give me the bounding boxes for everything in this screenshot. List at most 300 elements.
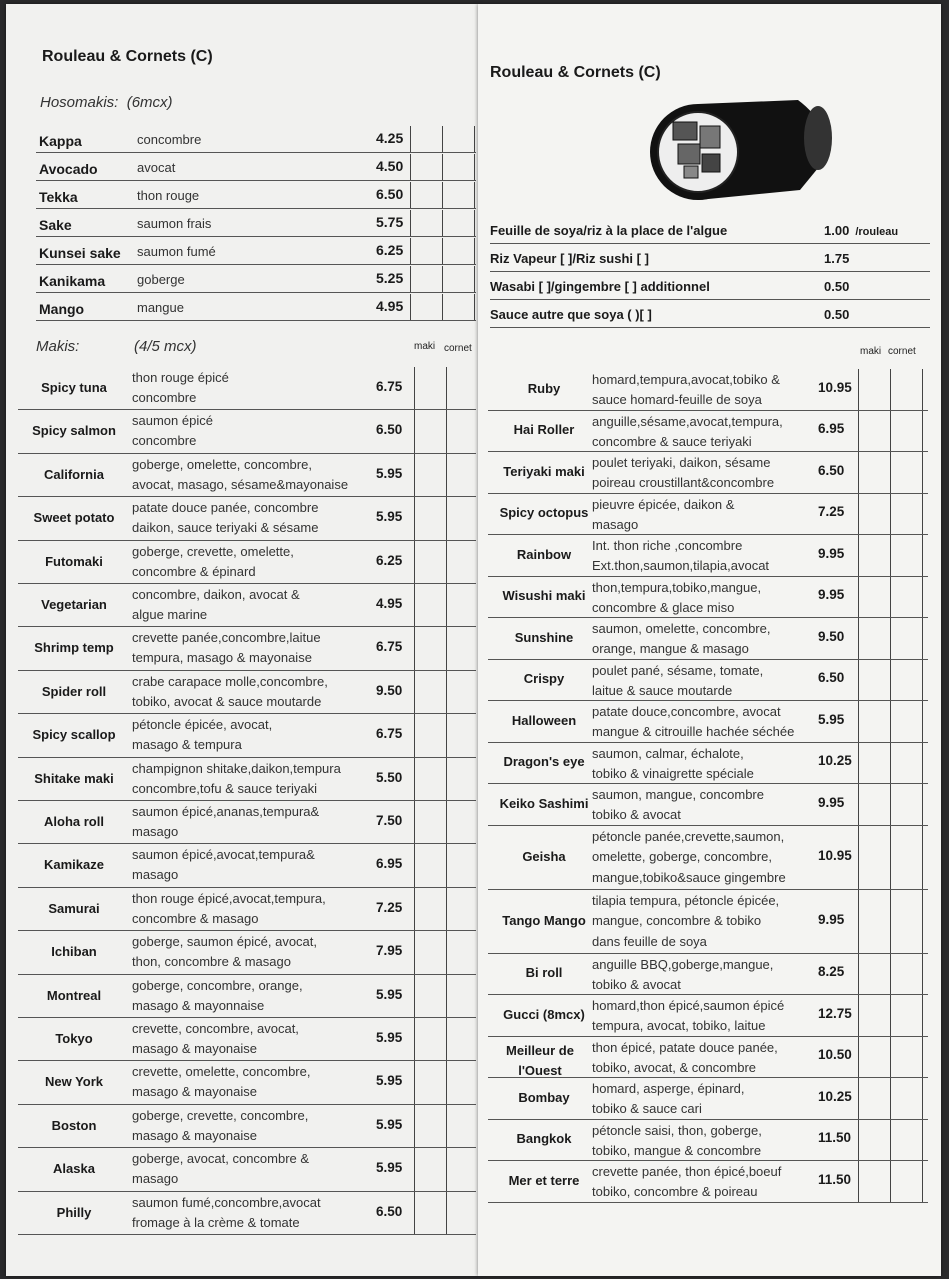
item-description-line1: homard, asperge, épinard, — [592, 1081, 745, 1096]
maki-checkbox[interactable] — [414, 454, 446, 496]
item-description-line2: tobiko & vinaigrette spéciale — [592, 765, 754, 781]
extra-option-label: Sauce autre que soya ( )[ ] — [490, 307, 652, 322]
item-name: Hai Roller — [513, 422, 575, 438]
maki-checkbox[interactable] — [414, 584, 446, 626]
item-price: 5.95 — [376, 465, 403, 481]
maki-checkbox[interactable] — [858, 535, 890, 576]
maki-checkbox[interactable] — [414, 801, 446, 843]
maki-checkbox[interactable] — [858, 743, 890, 784]
item-name: Vegetarian — [41, 597, 107, 612]
maki-checkbox[interactable] — [410, 210, 442, 236]
order-boxes — [414, 1018, 479, 1060]
item-description-line2: concombre — [132, 390, 197, 405]
maki-checkbox[interactable] — [410, 294, 442, 320]
item-description-line2: thon, concombre & masago — [132, 954, 291, 970]
order-boxes — [414, 1192, 479, 1234]
order-boxes — [858, 954, 923, 995]
item-name: Geisha — [522, 848, 566, 864]
item-price: 8.25 — [818, 964, 845, 980]
item-description-line1: saumon, calmar, échalote, — [592, 745, 744, 761]
cornet-checkbox[interactable] — [890, 1120, 923, 1161]
maki-checkbox[interactable] — [410, 266, 442, 292]
maki-checkbox[interactable] — [858, 577, 890, 618]
item-name: Sweet potato — [33, 510, 115, 526]
item-description-line1: goberge, concombre, orange, — [132, 977, 303, 993]
extra-option-label: Riz Vapeur [ ]/Riz sushi [ ] — [490, 251, 649, 266]
item-description-line1: homard,tempura,avocat,tobiko & — [592, 372, 780, 387]
maki-checkbox[interactable] — [410, 238, 442, 264]
cornet-checkbox[interactable] — [890, 494, 923, 535]
order-boxes — [414, 1105, 479, 1147]
maki-checkbox[interactable] — [414, 714, 446, 756]
maki-row — [18, 454, 476, 497]
item-name: Mer et terre — [508, 1172, 580, 1188]
cornet-checkbox[interactable] — [890, 1078, 923, 1119]
item-price: 9.95 — [818, 545, 845, 561]
item-description-line1: pétoncle saisi, thon, goberge, — [592, 1122, 762, 1138]
item-name: New York — [44, 1074, 104, 1090]
column-header-cornet-right: cornet — [888, 346, 916, 357]
extra-option-row — [490, 272, 930, 300]
column-header-maki: maki — [414, 341, 436, 352]
order-boxes — [858, 369, 923, 410]
maki-row — [488, 784, 928, 826]
maki-checkbox[interactable] — [414, 627, 446, 669]
item-price: 11.50 — [818, 1130, 852, 1146]
item-description-line2: masago & mayonaise — [132, 1127, 258, 1143]
item-price: 7.25 — [818, 504, 845, 520]
cornet-checkbox[interactable] — [442, 266, 475, 292]
item-name: Aloha roll — [44, 814, 104, 829]
item-name: Spicy scallop — [32, 727, 116, 743]
cornet-checkbox[interactable] — [442, 126, 475, 152]
item-description-line3: mangue,tobiko&sauce gingembre — [592, 869, 786, 885]
item-description: mangue — [137, 300, 184, 315]
item-name: Kappa — [39, 133, 82, 149]
cornet-checkbox[interactable] — [442, 210, 475, 236]
maki-row — [18, 584, 476, 627]
item-description-line2: masago & mayonaise — [132, 1084, 258, 1100]
item-price: 9.95 — [818, 587, 845, 603]
extra-option-price — [824, 279, 855, 294]
maki-row — [18, 541, 476, 584]
item-description-line2: masago — [592, 516, 639, 532]
item-price: 6.50 — [376, 1203, 403, 1219]
item-price: 10.25 — [818, 753, 852, 769]
extra-option-price — [824, 307, 855, 322]
cornet-checkbox[interactable] — [890, 890, 923, 953]
item-description-line1: goberge, omelette, concombre, — [132, 456, 312, 472]
maki-checkbox[interactable] — [414, 671, 446, 713]
item-price: 4.50 — [376, 158, 404, 174]
column-header-maki-right: maki — [860, 346, 882, 357]
cornet-checkbox[interactable] — [890, 1037, 923, 1078]
maki-row — [488, 1161, 928, 1203]
maki-row — [18, 367, 476, 410]
maki-row — [18, 671, 476, 714]
cornet-checkbox[interactable] — [446, 1061, 479, 1103]
item-price: 9.50 — [818, 628, 845, 644]
page-title-right: Rouleau & Cornets (C) — [490, 64, 661, 81]
item-description-line1: saumon fumé,concombre,avocat — [132, 1194, 321, 1210]
item-price: 12.75 — [818, 1005, 852, 1021]
item-description-line2: concombre — [132, 433, 197, 449]
maki-checkbox[interactable] — [410, 182, 442, 208]
order-boxes — [414, 627, 479, 669]
cornet-checkbox[interactable] — [446, 1018, 479, 1060]
item-description-line1: patate douce panée, concombre — [132, 500, 319, 516]
cornet-checkbox[interactable] — [890, 452, 923, 493]
maki-checkbox[interactable] — [858, 369, 890, 410]
item-name: Bombay — [518, 1089, 570, 1105]
cornet-checkbox[interactable] — [442, 238, 475, 264]
item-description-line2: orange, mangue & masago — [592, 641, 749, 656]
item-name: Boston — [51, 1117, 97, 1133]
item-name: Montreal — [46, 987, 102, 1003]
item-description-line3: dans feuille de soya — [592, 933, 707, 949]
item-description-line2: tobiko & sauce cari — [592, 1101, 702, 1116]
item-description-line2: tobiko, avocat, & concombre — [592, 1059, 757, 1075]
cornet-checkbox[interactable] — [890, 660, 923, 701]
order-boxes — [414, 975, 479, 1017]
cornet-checkbox[interactable] — [446, 584, 479, 626]
item-description-line1: pétoncle épicée, avocat, — [132, 717, 273, 733]
cornet-checkbox[interactable] — [446, 844, 479, 886]
maki-row — [18, 801, 476, 844]
maki-checkbox[interactable] — [858, 660, 890, 701]
maki-checkbox[interactable] — [858, 1161, 890, 1202]
item-description-line1: poulet teriyaki, daikon, sésame — [592, 455, 771, 470]
item-description-line1: goberge, avocat, concombre & — [132, 1151, 310, 1167]
item-name: Keiko Sashimi — [499, 795, 589, 811]
order-boxes — [858, 411, 923, 452]
order-boxes — [858, 890, 923, 953]
item-price: 4.95 — [376, 596, 403, 611]
order-boxes — [414, 367, 479, 409]
cornet-checkbox[interactable] — [442, 294, 475, 320]
hosomaki-row — [36, 182, 476, 209]
item-description-line2: concombre & glace miso — [592, 599, 735, 615]
maki-row — [18, 931, 476, 974]
order-boxes — [410, 266, 475, 292]
order-boxes — [414, 541, 479, 583]
item-name: Halloween — [511, 712, 577, 728]
item-description-line2: tobiko, mangue & concombre — [592, 1142, 762, 1158]
order-boxes — [414, 410, 479, 452]
order-boxes — [414, 671, 479, 713]
item-name: Philly — [56, 1204, 92, 1220]
maki-row — [18, 844, 476, 887]
cornet-checkbox[interactable] — [890, 995, 923, 1036]
extra-option-label: Wasabi [ ]/gingembre [ ] additionnel — [490, 279, 710, 294]
item-name: Shrimp temp — [34, 640, 114, 656]
maki-checkbox[interactable] — [414, 931, 446, 973]
item-price: 6.75 — [376, 639, 403, 655]
item-description: avocat — [137, 160, 176, 175]
item-price: 5.95 — [376, 1073, 403, 1089]
maki-checkbox[interactable] — [858, 890, 890, 953]
item-name: Samurai — [48, 900, 100, 916]
item-description-line1: saumon épicé — [132, 413, 213, 429]
maki-row — [488, 743, 928, 785]
cornet-checkbox[interactable] — [446, 758, 479, 800]
maki-checkbox[interactable] — [414, 1148, 446, 1190]
item-description-line2: masago & mayonnaise — [132, 997, 265, 1013]
order-boxes — [858, 1037, 923, 1078]
maki-row — [488, 535, 928, 577]
item-price: 7.50 — [376, 813, 403, 828]
item-description-line1: crevette, concombre, avocat, — [132, 1021, 299, 1036]
maki-checkbox[interactable] — [858, 1037, 890, 1078]
cornet-checkbox[interactable] — [446, 888, 479, 930]
order-boxes — [858, 535, 923, 576]
item-description-line2: algue marine — [132, 607, 208, 622]
item-description-line1: crabe carapace molle,concombre, — [132, 673, 328, 689]
item-price: 10.50 — [818, 1047, 852, 1063]
item-description-line1: crevette, omelette, concombre, — [132, 1064, 311, 1080]
cornet-checkbox[interactable] — [890, 411, 923, 452]
maki-checkbox[interactable] — [858, 618, 890, 659]
order-boxes — [410, 294, 475, 320]
maki-checkbox[interactable] — [858, 1078, 890, 1119]
item-description-line1: saumon épicé,ananas,tempura& — [132, 804, 320, 819]
maki-row — [18, 714, 476, 757]
maki-checkbox[interactable] — [414, 497, 446, 539]
cornet-checkbox[interactable] — [442, 182, 475, 208]
order-boxes — [410, 126, 475, 152]
cornet-checkbox[interactable] — [890, 618, 923, 659]
item-name: Shitake maki — [34, 770, 114, 786]
item-description-line1: saumon épicé,avocat,tempura& — [132, 847, 315, 863]
item-price: 5.50 — [376, 769, 403, 785]
makis-label: Makis: — [36, 338, 80, 355]
maki-checkbox[interactable] — [858, 784, 890, 825]
item-price: 4.95 — [376, 298, 404, 314]
item-price: 6.25 — [376, 552, 403, 568]
cornet-checkbox[interactable] — [446, 975, 479, 1017]
item-description-line2: mangue & citrouille hachée séchée — [592, 724, 795, 739]
maki-checkbox[interactable] — [414, 758, 446, 800]
item-description-line1: champignon shitake,daikon,tempura — [132, 760, 341, 776]
item-description: saumon fumé — [137, 244, 216, 259]
order-boxes — [410, 154, 475, 180]
item-name: Spicy tuna — [41, 380, 107, 395]
item-name: Bangkok — [516, 1131, 572, 1147]
item-description-line2: concombre & masago — [132, 910, 259, 926]
order-boxes — [858, 577, 923, 618]
item-description: goberge — [137, 272, 185, 287]
cornet-checkbox[interactable] — [890, 784, 923, 825]
maki-row — [18, 758, 476, 801]
menu-page-right — [478, 4, 941, 1276]
item-description-line2: tempura, avocat, tobiko, laitue — [592, 1018, 766, 1033]
extra-option-price — [824, 251, 855, 266]
cornet-checkbox[interactable] — [890, 369, 923, 410]
maki-checkbox[interactable] — [414, 844, 446, 886]
order-boxes — [858, 1078, 923, 1119]
hosomaki-row — [36, 266, 476, 293]
maki-checkbox[interactable] — [414, 1105, 446, 1147]
hosomaki-row — [36, 126, 476, 153]
item-price: 10.25 — [818, 1088, 852, 1104]
maki-row — [18, 627, 476, 670]
maki-row — [488, 826, 928, 890]
maki-row — [18, 497, 476, 540]
menu-page-left — [6, 4, 478, 1276]
cornet-checkbox[interactable] — [446, 367, 479, 409]
maki-checkbox[interactable] — [858, 411, 890, 452]
item-price: 5.95 — [376, 1116, 403, 1132]
maki-checkbox[interactable] — [410, 154, 442, 180]
maki-checkbox[interactable] — [858, 954, 890, 995]
extra-option-row — [490, 300, 930, 328]
item-name: Wisushi maki — [502, 588, 586, 604]
order-boxes — [858, 618, 923, 659]
cornet-checkbox[interactable] — [890, 826, 923, 889]
item-description-line2: masago — [132, 1171, 179, 1187]
cornet-checkbox[interactable] — [446, 1105, 479, 1147]
item-price: 6.75 — [376, 379, 403, 394]
extra-option-value: 0.50 — [824, 279, 850, 294]
extra-option-row — [490, 244, 930, 272]
item-name: Meilleur de l'Ouest — [506, 1042, 574, 1078]
cornet-checkbox[interactable] — [446, 454, 479, 496]
item-description-line1: thon rouge épicé,avocat,tempura, — [132, 890, 326, 906]
item-name: Tekka — [39, 189, 78, 205]
item-price: 5.95 — [818, 711, 845, 727]
item-price: 6.50 — [376, 186, 404, 202]
cornet-checkbox[interactable] — [890, 535, 923, 576]
item-name: Avocado — [39, 161, 98, 177]
item-description-line2: laitue & sauce moutarde — [592, 682, 733, 698]
order-boxes — [858, 826, 923, 889]
cornet-checkbox[interactable] — [890, 954, 923, 995]
maki-row — [18, 1105, 476, 1148]
maki-checkbox[interactable] — [410, 126, 442, 152]
item-description-line2: masago & mayonaise — [132, 1041, 258, 1056]
cornet-checkbox[interactable] — [442, 154, 475, 180]
cornet-checkbox[interactable] — [446, 1192, 479, 1234]
order-boxes — [858, 452, 923, 493]
maki-checkbox[interactable] — [858, 452, 890, 493]
maki-checkbox[interactable] — [858, 701, 890, 742]
item-description-line2: concombre & épinard — [132, 563, 256, 579]
extra-option-value: 0.50 — [824, 307, 850, 322]
maki-row — [488, 618, 928, 660]
cornet-checkbox[interactable] — [446, 931, 479, 973]
maki-checkbox[interactable] — [414, 888, 446, 930]
cornet-checkbox[interactable] — [446, 541, 479, 583]
cornet-checkbox[interactable] — [446, 671, 479, 713]
item-price: 6.25 — [376, 242, 404, 258]
maki-checkbox[interactable] — [858, 995, 890, 1036]
item-description-line2: poireau croustillant&concombre — [592, 475, 775, 490]
item-description-line2: tempura, masago & mayonaise — [132, 650, 312, 666]
hosomaki-row — [36, 154, 476, 181]
item-description-line1: saumon, omelette, concombre, — [592, 621, 771, 636]
cornet-checkbox[interactable] — [446, 627, 479, 669]
hosomaki-row — [36, 238, 476, 265]
maki-row — [488, 494, 928, 536]
maki-checkbox[interactable] — [858, 1120, 890, 1161]
cornet-checkbox[interactable] — [446, 410, 479, 452]
maki-checkbox[interactable] — [414, 975, 446, 1017]
item-price: 10.95 — [818, 379, 852, 395]
item-description-line1: poulet pané, sésame, tomate, — [592, 662, 764, 678]
maki-row — [488, 954, 928, 996]
item-description-line2: masago — [132, 824, 179, 839]
item-description-line2: omelette, goberge, concombre, — [592, 848, 772, 864]
item-description-line2: Ext.thon,saumon,tilapia,avocat — [592, 558, 770, 573]
item-description-line1: crevette panée,concombre,laitue — [132, 630, 321, 646]
maki-checkbox[interactable] — [414, 541, 446, 583]
maki-row — [488, 890, 928, 954]
item-description-line2: masago — [132, 867, 179, 883]
cornet-checkbox[interactable] — [890, 577, 923, 618]
order-boxes — [858, 660, 923, 701]
cornet-checkbox[interactable] — [446, 1148, 479, 1190]
order-boxes — [414, 1148, 479, 1190]
item-price: 6.95 — [376, 856, 403, 872]
maki-row — [18, 1192, 476, 1235]
cornet-checkbox[interactable] — [446, 801, 479, 843]
item-description-line2: sauce homard-feuille de soya — [592, 392, 762, 407]
maki-checkbox[interactable] — [858, 826, 890, 889]
maki-row — [18, 1061, 476, 1104]
item-description-line2: tobiko & avocat — [592, 976, 681, 992]
maki-checkbox[interactable] — [414, 1018, 446, 1060]
extra-option-value: 1.00 — [824, 223, 850, 238]
maki-row — [18, 888, 476, 931]
item-name: Spider roll — [41, 683, 107, 699]
item-price: 5.25 — [376, 270, 404, 286]
cornet-checkbox[interactable] — [446, 497, 479, 539]
item-description-line1: anguille BBQ,goberge,mangue, — [592, 956, 774, 972]
maki-checkbox[interactable] — [414, 410, 446, 452]
cornet-checkbox[interactable] — [890, 743, 923, 784]
item-name: Dragon's eye — [503, 754, 585, 770]
item-name: Tango Mango — [502, 912, 586, 928]
item-name: Tokyo — [55, 1031, 93, 1046]
order-boxes — [414, 454, 479, 496]
item-description: concombre — [137, 132, 202, 147]
item-price: 9.95 — [818, 794, 845, 810]
maki-checkbox[interactable] — [858, 494, 890, 535]
cornet-checkbox[interactable] — [890, 701, 923, 742]
item-description-line1: goberge, saumon épicé, avocat, — [132, 934, 318, 950]
item-price: 5.95 — [376, 1160, 403, 1176]
item-name: Ruby — [527, 380, 561, 396]
order-boxes — [414, 497, 479, 539]
maki-checkbox[interactable] — [414, 1061, 446, 1103]
maki-row — [488, 1078, 928, 1120]
extra-option-row — [490, 216, 930, 244]
maki-checkbox[interactable] — [414, 367, 446, 409]
maki-row — [488, 577, 928, 619]
item-price: 6.50 — [818, 670, 845, 686]
maki-checkbox[interactable] — [414, 1192, 446, 1234]
item-description-line1: concombre, daikon, avocat & — [132, 587, 300, 602]
cornet-checkbox[interactable] — [890, 1161, 923, 1202]
item-price: 6.95 — [818, 421, 845, 437]
item-price: 6.50 — [376, 422, 403, 438]
maki-row — [488, 995, 928, 1037]
order-boxes — [410, 238, 475, 264]
cornet-checkbox[interactable] — [446, 714, 479, 756]
maki-row — [488, 1037, 928, 1079]
maki-row — [488, 701, 928, 743]
item-description: saumon frais — [137, 216, 212, 231]
